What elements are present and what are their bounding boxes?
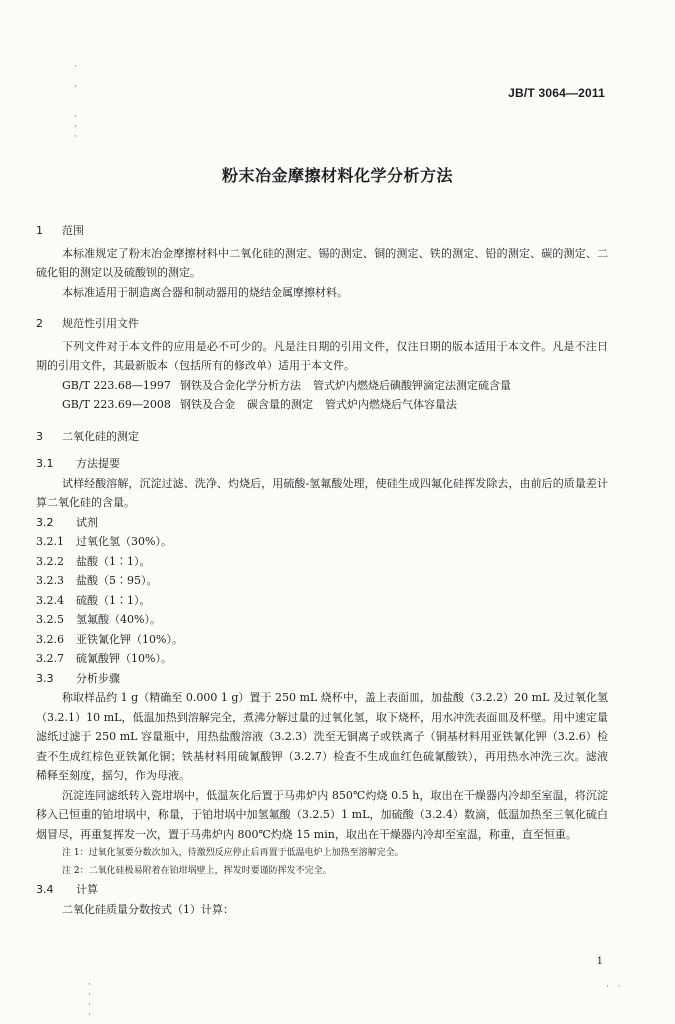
note-1: 注 1：过氧化氢要分数次加入，待激烈反应停止后再置于低温电炉上加热至溶解完全。: [62, 848, 404, 858]
reagent-item: 3.2.7 硫氰酸钾（10%）。: [36, 652, 172, 665]
section-3-3-paragraph-1: 称取样品约 1 g（精确至 0.000 1 g）置于 250 mL 烧杯中，盖上表面皿，加盐酸（3.2.2）20 mL 及过氧化氢（3.2.1）10 mL，低温加热到溶解完全，煮沸分解过量的过氧化氢，取下烧杯，用水冲洗表面皿及杯壁。用中速定量滤纸过滤于 250 mL 容量瓶中，用热盐酸溶液（3.2.3）洗至无铜离子或铁离子（铜基材料用亚铁氰化钾（3.2.6）检查不生成红棕色亚铁氰化铜；铁基材料用硫氰酸钾（3.2.7）检查不生成血红色硫氰酸铁），再用热水冲洗三次。滤液稀释至刻度，摇匀，作为母液。: [36, 691, 608, 782]
section-3-4-text: 二氧化硅质量分数按式（1）计算：: [62, 902, 234, 916]
section-3-3-heading: 3.3 分析步骤: [36, 671, 120, 685]
section-1-paragraph-1: 本标准规定了粉末冶金摩擦材料中二氧化硅的测定、锡的测定、铜的测定、铁的测定、铅的测定、碳的测定、二硫化钼的测定以及硫酸钡的测定。: [36, 246, 608, 279]
reference-item: GB/T 223.68—1997 钢铁及合金化学分析方法 管式炉内燃烧后碘酸钾滴定法测定硫含量: [62, 378, 511, 392]
section-3-heading: 3 二氧化硅的测定: [36, 429, 139, 443]
reagent-item: 3.2.4 硫酸（1∶1）。: [36, 593, 151, 607]
reagent-item: 3.2.6 亚铁氰化钾（10%）。: [36, 632, 183, 646]
page-number: 1: [596, 956, 603, 967]
section-3-1-text: 试样经酸溶解，沉淀过滤、洗净、灼烧后，用硫酸-氢氟酸处理，使硅生成四氟化硅挥发除去，由前后的质量差计算二氧化硅的含量。: [36, 476, 608, 509]
note-2: 注 2：二氧化硅极易附着在铂坩埚壁上，挥发时要谨防挥发不完全。: [62, 866, 332, 876]
section-3-2-heading: 3.2 试剂: [36, 515, 98, 529]
margin-marks-right: · ·: [606, 982, 621, 992]
margin-marks-bottom: · · · ·: [88, 980, 91, 1020]
document-body: [36, 217, 608, 919]
section-3-1-heading: 3.1 方法提要: [36, 457, 120, 470]
section-2-paragraph: 下列文件对于本文件的应用是必不可少的。凡是注日期的引用文件，仅注日期的版本适用于本文件。凡是不注日期的引用文件，其最新版本（包括所有的修改单）适用于本文件。: [36, 339, 608, 372]
reagent-item: 3.2.2 盐酸（1∶1）。: [36, 554, 151, 568]
reagent-item: 3.2.3 盐酸（5∶95）。: [36, 574, 158, 587]
reagent-item: 3.2.1 过氧化氢（30%）。: [36, 535, 172, 548]
section-3-4-heading: 3.4 计算: [36, 883, 98, 896]
section-1-paragraph-2: 本标准适用于制造离合器和制动器用的烧结金属摩擦材料。: [62, 285, 348, 299]
reagent-item: 3.2.5 氢氟酸（40%）。: [36, 613, 161, 626]
document-title: 粉末冶金摩擦材料化学分析方法: [221, 166, 453, 185]
section-3-3-paragraph-2: 沉淀连同滤纸转入瓷坩埚中，低温灰化后置于马弗炉内 850℃灼烧 0.5 h，取出在干燥器内冷却至室温，将沉淀移入已恒重的铂坩埚中，称量，于铂坩埚中加氢氟酸（3.2.5）1 mL，加硫酸（3.2.4）数滴，低温加热至三氧化硫白烟冒尽，再重复挥发一次，置于马弗炉内 800℃灼烧 15 min，取出在干燥器内冷却至室温，称重，直至恒重。: [36, 788, 608, 841]
section-1-heading: 1 范围: [36, 224, 84, 237]
standard-code: JB/T 3064—2011: [508, 86, 605, 100]
section-2-heading: 2 规范性引用文件: [36, 317, 139, 330]
reference-item: GB/T 223.69—2008 钢铁及合金 碳含量的测定 管式炉内燃烧后气体容量法: [62, 398, 457, 411]
margin-marks-top: · · · · ·: [74, 62, 77, 142]
